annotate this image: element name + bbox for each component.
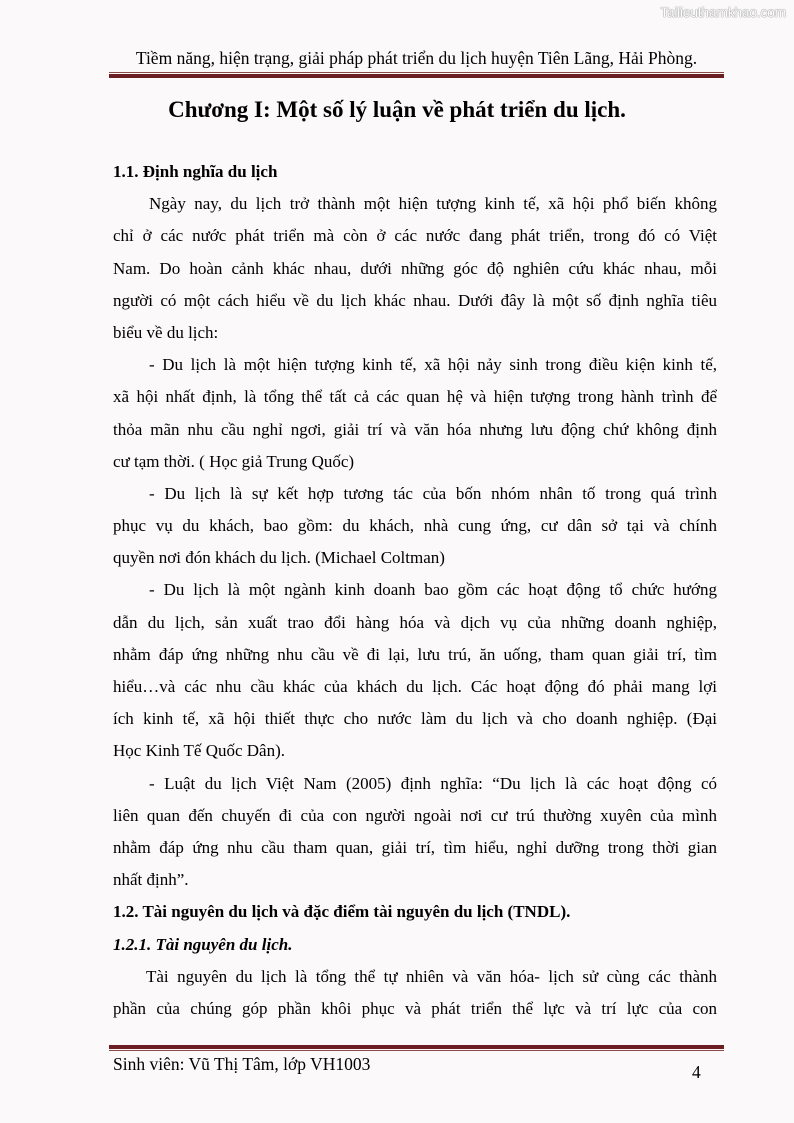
watermark: Tailieuthamkhao.com: [660, 4, 786, 20]
chapter-title: Chương I: Một số lý luận về phát triển du lịch.: [168, 97, 626, 122]
paragraph-line: người có một cách hiểu về du lịch khác nhau. Dưới đây là một số định nghĩa tiêu: [113, 290, 717, 310]
paragraph-line: phục vụ du khách, bao gồm: du khách, nhà cung ứng, cư dân sở tại và chính: [113, 516, 717, 536]
document-body: [113, 156, 717, 1025]
running-header: Tiềm năng, hiện trạng, giải pháp phát triển du lịch huyện Tiên Lãng, Hải Phòng.: [135, 48, 698, 68]
page-number: 4: [692, 1062, 701, 1082]
paragraph-line: Ngày nay, du lịch trở thành một hiện tượng kinh tế, xã hội phổ biến không: [149, 194, 717, 214]
paragraph-line: - Du lịch là một hiện tượng kinh tế, xã hội nảy sinh trong điều kiện kinh tế,: [149, 355, 717, 375]
paragraph-line: nhất định”.: [113, 870, 189, 890]
section-heading: 1.2.1. Tài nguyên du lịch.: [113, 934, 293, 954]
paragraph-line: xã hội nhất định, là tổng thể tất cả các quan hệ và hiện tượng trong hành trình để: [113, 387, 717, 407]
paragraph-line: - Du lịch là một ngành kinh doanh bao gồm các hoạt động tổ chức hướng: [149, 580, 717, 600]
paragraph-line: - Du lịch là sự kết hợp tương tác của bốn nhóm nhân tố trong quá trình: [149, 483, 717, 503]
paragraph-line: phần của chúng góp phần khôi phục và phát triển thể lực và trí lực của con: [113, 998, 717, 1018]
header-rule: [109, 72, 724, 78]
paragraph-line: liên quan đến chuyến đi của con người ngoài nơi cư trú thường xuyên của mình: [113, 805, 717, 825]
paragraph-line: Học Kinh Tế Quốc Dân).: [113, 741, 286, 761]
paragraph-line: dẫn du lịch, sản xuất trao đổi hàng hóa và dịch vụ của những doanh nghiệp,: [113, 612, 717, 632]
paragraph-line: chỉ ở các nước phát triển mà còn ở các nước đang phát triển, trong đó có Việt: [113, 226, 717, 246]
paragraph-line: hiểu…và các nhu cầu khác của khách du lịch. Các hoạt động đó phải mang lợi: [113, 677, 717, 696]
paragraph-line: cư tạm thời. ( Học giả Trung Quốc): [113, 451, 355, 471]
paragraph-line: biểu về du lịch:: [113, 322, 219, 342]
paragraph-line: nhằm đáp ứng những nhu cầu về đi lại, lưu trú, ăn uống, tham quan giải trí, tìm: [113, 644, 717, 664]
paragraph-line: thỏa mãn nhu cầu nghỉ ngơi, giải trí và văn hóa nhưng lưu động chứ không định: [113, 419, 717, 439]
paragraph-line: quyền nơi đón khách du lịch. (Michael Coltman): [113, 548, 445, 568]
footer-author: Sinh viên: Vũ Thị Tâm, lớp VH1003: [113, 1054, 371, 1074]
paragraph-line: - Luật du lịch Việt Nam (2005) định nghĩa: “Du lịch là các hoạt động có: [149, 773, 717, 793]
footer-rule: [109, 1045, 724, 1051]
section-heading: 1.1. Định nghĩa du lịch: [113, 162, 278, 181]
section-heading: 1.2. Tài nguyên du lịch và đặc điểm tài nguyên du lịch (TNDL).: [113, 902, 571, 922]
paragraph-line: Nam. Do hoàn cảnh khác nhau, dưới những góc độ nghiên cứu khác nhau, mỗi: [113, 258, 717, 278]
paragraph-line: Tài nguyên du lịch là tổng thể tự nhiên và văn hóa- lịch sử cùng các thành: [146, 966, 717, 986]
paragraph-line: nhằm đáp ứng nhu cầu tham quan, giải trí, tìm hiểu, nghỉ dưỡng trong thời gian: [113, 837, 717, 857]
paragraph-line: ích kinh tế, xã hội thiết thực cho nước làm du lịch và cho doanh nghiệp. (Đại: [113, 709, 717, 729]
